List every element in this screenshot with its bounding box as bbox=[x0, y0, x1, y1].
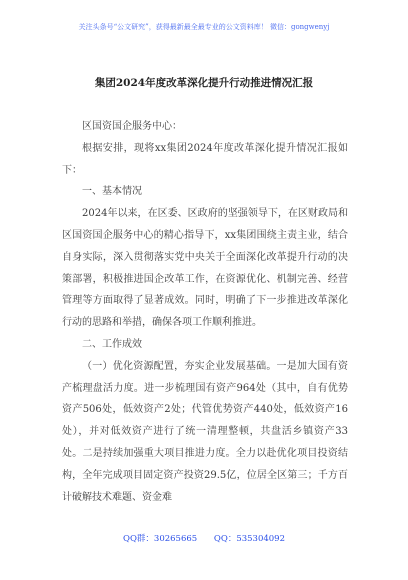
document-title: 集团2024年度改革深化提升行动推进情况汇报 bbox=[94, 77, 314, 89]
section-paragraph-basic: 2024年以来，在区委、区政府的坚强领导下，在区财政局和区国资国企服务中心的精心指导下，xx集团围绕主责主业，结合自身实际，深入贯彻落实党中央关于全面深化改革提升行动的决策部署，积极推进国企改革工作，在资源优化、机制完善、经营管理等方面取得了显著成效。同时，明确了下一步推进改革深化行动的思路和举措，确保各项工作顺利推进。 bbox=[62, 208, 348, 329]
section-heading-results: 二、工作成效 bbox=[82, 338, 142, 350]
section-heading-basic: 一、基本情况 bbox=[82, 186, 142, 198]
intro-paragraph: 根据安排，现将xx集团2024年度改革深化提升情况汇报如下： bbox=[62, 142, 348, 176]
section-paragraph-results: （一）优化资源配置，夯实企业发展基础。一是加大国有资产梳理盘活力度。进一步梳理国有资产964处（其中，自有优势资产506处，低效资产2处；代管优势资产440处，低效资产16处），并对低效资产进行了统一清理整顿，共盘活乡镇资产33处。二是持续加强重大项目推进力度。全力以赴优化项目投资结构，全年完成项目固定资产投资29.5亿，位居全区第三；千方百计破解技术难题、资金难 bbox=[62, 360, 348, 503]
salutation: 区国资国企服务中心： bbox=[82, 121, 182, 132]
footer-contact bbox=[0, 532, 408, 544]
header-banner: 关注头条号“公文研究”，获得最新最全最专业的公文资料库！ 微信：gongwenyj bbox=[78, 23, 330, 31]
qq-number-label: QQ：535304092 bbox=[213, 534, 285, 544]
qq-group-label: QQ群：30265665 bbox=[122, 534, 198, 544]
document-body bbox=[62, 116, 348, 508]
